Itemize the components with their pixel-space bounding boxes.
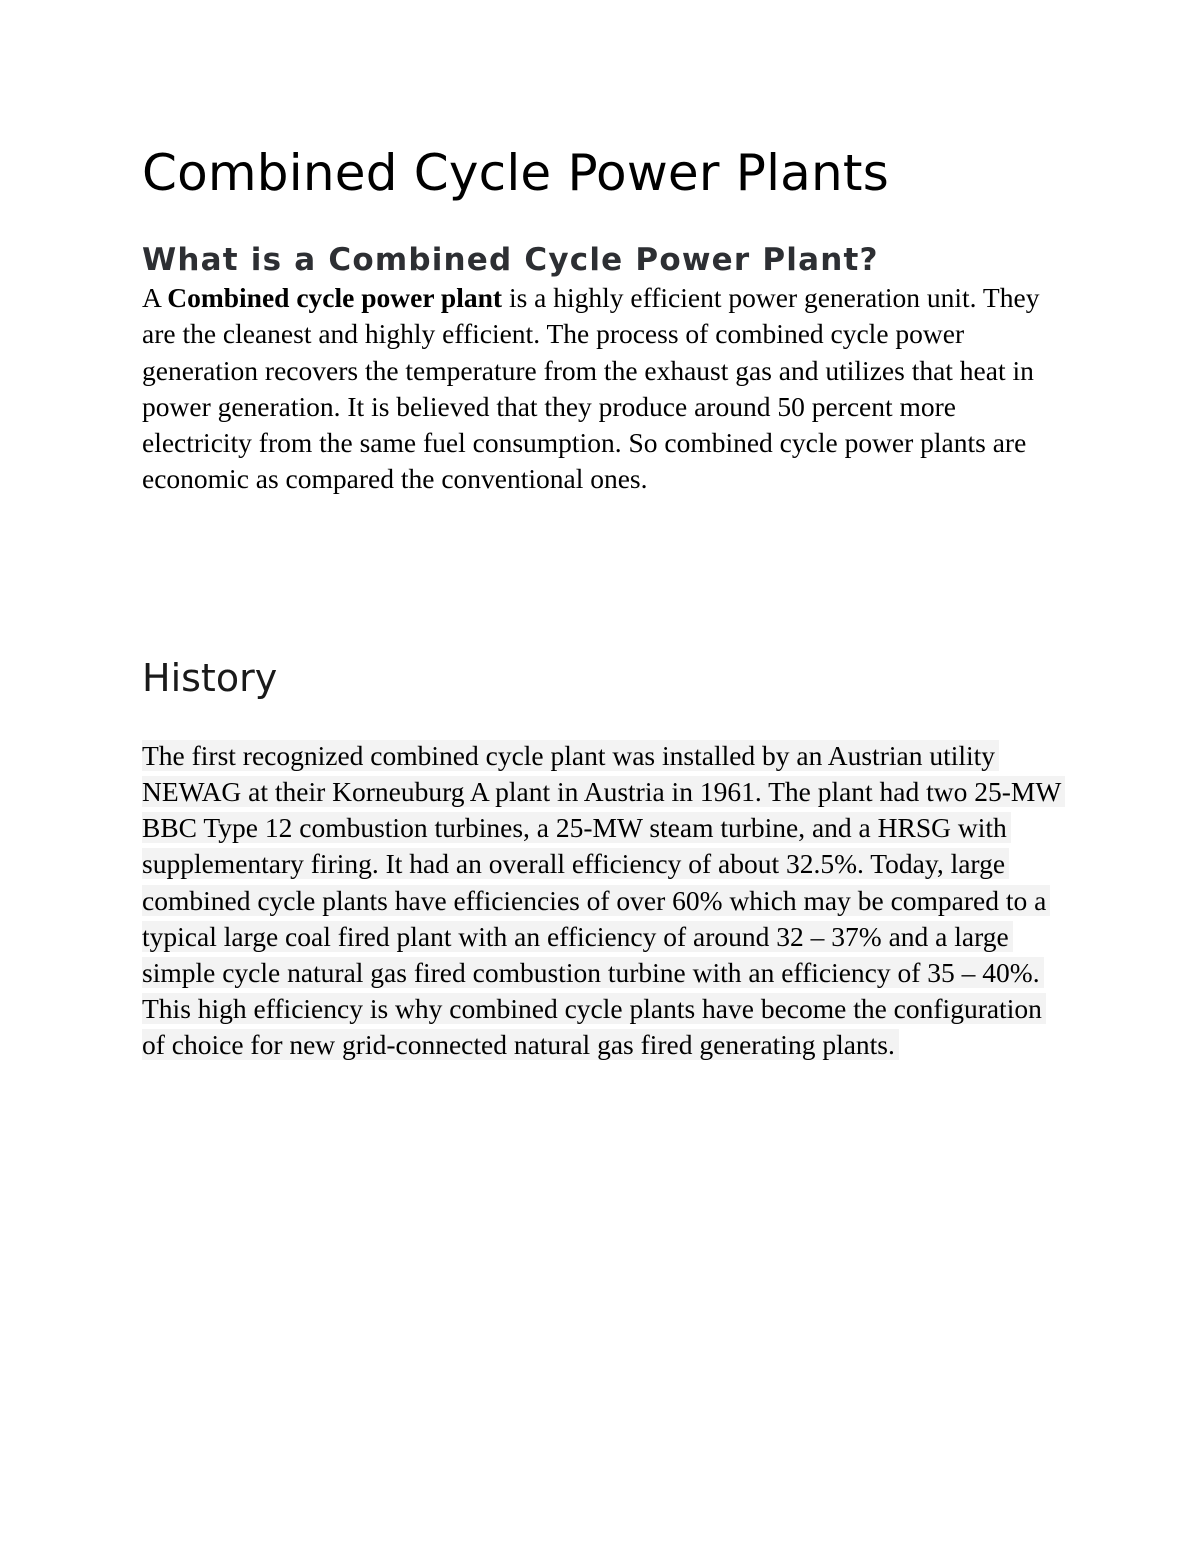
- history-paragraph-text: The first recognized combined cycle plant was installed by an Austrian utility NEWAG at their Korneuburg A plant in Austria in 1961. The plant had two 25-MW BBC Type 12 combustion turbines, a 25-MW steam turbine, and a HRSG with supplementary firing. It had an overall efficiency of about 32.5%. Today, large combined cycle plants have efficiencies of over 60% which may be compared to a typical large coal fired plant with an efficiency of around 32 – 37% and a large simple cycle natural gas fired combustion turbine with an efficiency of 35 – 40%. This high efficiency is why combined cycle plants have become the configuration of choice for new grid-connected natural gas fired generating plants.: [142, 740, 1065, 1061]
- intro-paragraph: [142, 280, 1062, 498]
- document-body: [142, 140, 1062, 1064]
- intro-prefix: A: [142, 282, 168, 313]
- intro-bold-term: Combined cycle power plant: [167, 282, 503, 313]
- history-paragraph: [142, 738, 1062, 1064]
- intro-rest: is a highly efficient power generation unit. They are the cleanest and highly efficient. The process of combined cycle power generation recovers the temperature from the exhaust gas and utilizes that heat in power generation. It is believed that they produce around 50 percent more electricity from the same fuel consumption. So combined cycle power plants are economic as compared the conventional ones.: [142, 282, 1040, 495]
- section-heading-what-is: What is a Combined Cycle Power Plant?: [142, 242, 879, 278]
- section-heading-history: History: [142, 655, 278, 700]
- document-title: Combined Cycle Power Plants: [142, 144, 889, 202]
